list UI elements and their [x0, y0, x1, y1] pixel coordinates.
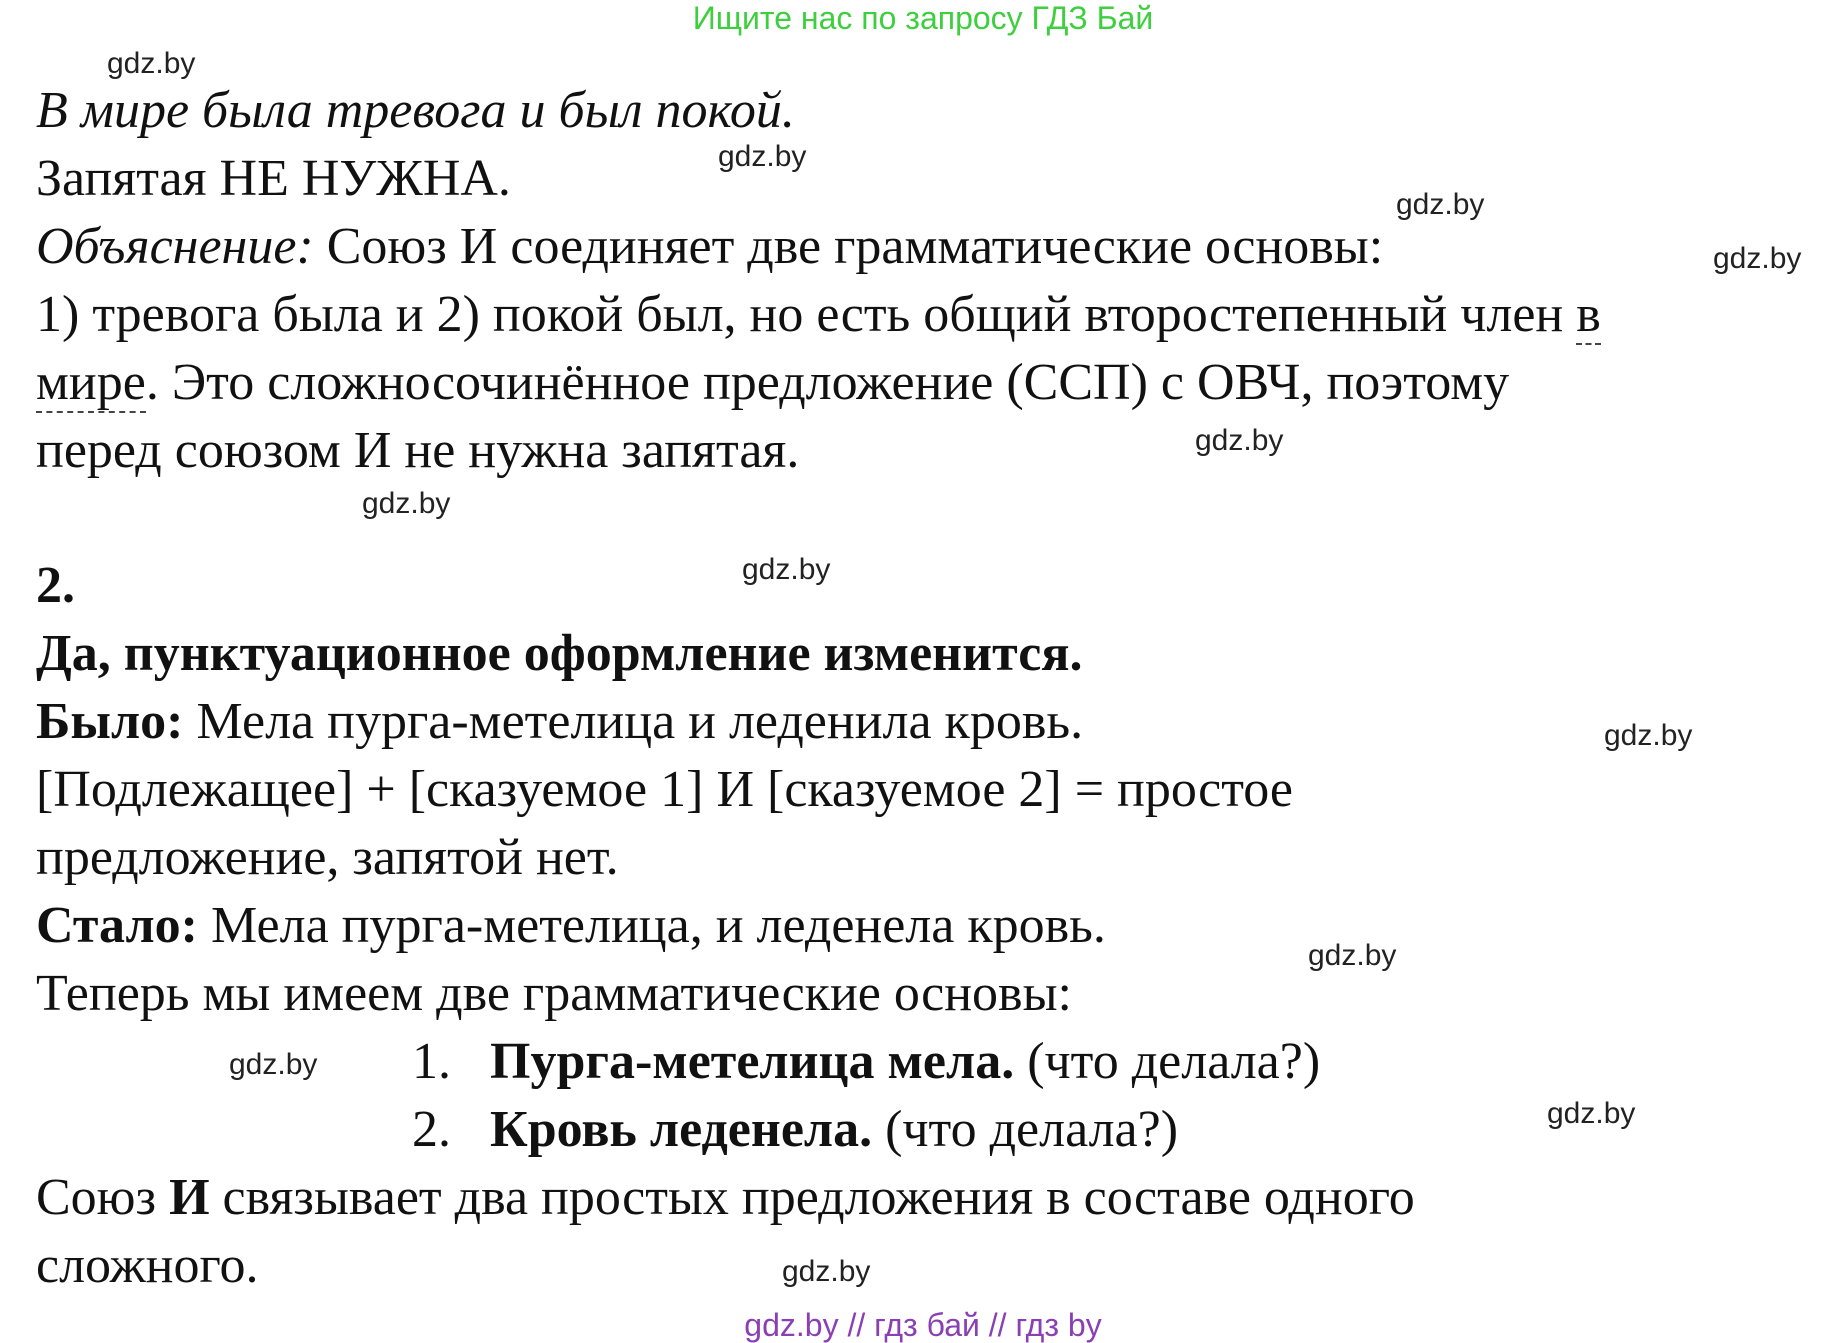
watermark: gdz.by — [782, 1255, 871, 1288]
now-explanation: Теперь мы имеем две грамматические основы: — [36, 965, 1072, 1022]
explanation-text: Союз И соединяет две грамматические основы: — [313, 218, 1384, 275]
now-sentence: Мела пурга-метелица, и леденела кровь. — [198, 897, 1106, 954]
conclusion-line-1 — [36, 1164, 1415, 1232]
task-number: 2. — [36, 557, 75, 614]
scheme-line-1: [Подлежащее] + [сказуемое 1] И [сказуемое 2] = простое — [36, 761, 1294, 818]
scheme-line-2: предложение, запятой нет. — [36, 829, 619, 886]
answer-heading: Да, пунктуационное оформление изменится. — [36, 625, 1083, 682]
dashed-underlined-word: в — [1576, 286, 1601, 343]
was-sentence: Мела пурга-метелица и леденила кровь. — [183, 693, 1084, 750]
now-label: Стало: — [36, 897, 198, 954]
watermark: gdz.by — [1713, 242, 1802, 275]
comma-verdict: Запятая НЕ НУЖНА. — [36, 150, 511, 207]
dashed-underlined-word: мире — [36, 354, 146, 411]
list-number: 2. — [412, 1101, 451, 1158]
conclusion-text: Союз — [36, 1169, 170, 1226]
watermark: gdz.by — [107, 47, 196, 80]
watermark: gdz.by — [362, 487, 451, 520]
explanation-line-1 — [36, 213, 1383, 281]
footer-links: gdz.by // гдз бай // гдз by — [744, 1307, 1102, 1343]
watermark: gdz.by — [1604, 719, 1693, 752]
conclusion-text: связывает два простых предложения в составе одного — [209, 1169, 1415, 1226]
watermark: gdz.by — [1195, 424, 1284, 457]
was-label: Было: — [36, 693, 184, 750]
list-item — [412, 1096, 1178, 1164]
conclusion-line-2: сложного. — [36, 1237, 259, 1294]
now-line — [36, 892, 1106, 960]
list-bold-text: Кровь леденела. — [490, 1101, 873, 1158]
was-line — [36, 688, 1083, 756]
example-sentence: В мире была тревога и был покой. — [36, 82, 795, 139]
watermark: gdz.by — [1547, 1097, 1636, 1130]
explanation-line-4: перед союзом И не нужна запятая. — [36, 422, 800, 479]
list-item — [412, 1028, 1320, 1096]
watermark: gdz.by — [229, 1048, 318, 1081]
watermark: gdz.by — [1396, 188, 1485, 221]
explanation-label: Объяснение: — [36, 218, 314, 275]
top-banner: Ищите нас по запросу ГДЗ Бай — [692, 0, 1154, 36]
explanation-text: . Это сложносочинённое предложение (ССП) с ОВЧ, поэтому — [145, 354, 1510, 411]
explanation-line-3 — [36, 349, 1509, 417]
explanation-text: 1) тревога была и 2) покой был, но есть общий второстепенный член — [36, 286, 1577, 343]
list-bold-text: Пурга-метелица мела. — [490, 1033, 1015, 1090]
watermark: gdz.by — [742, 553, 831, 586]
list-question: (что делала?) — [1014, 1033, 1321, 1090]
watermark: gdz.by — [1308, 939, 1397, 972]
conclusion-bold: И — [169, 1169, 210, 1226]
list-question: (что делала?) — [872, 1101, 1179, 1158]
list-number: 1. — [412, 1033, 451, 1090]
explanation-line-2 — [36, 281, 1601, 349]
watermark: gdz.by — [718, 140, 807, 173]
